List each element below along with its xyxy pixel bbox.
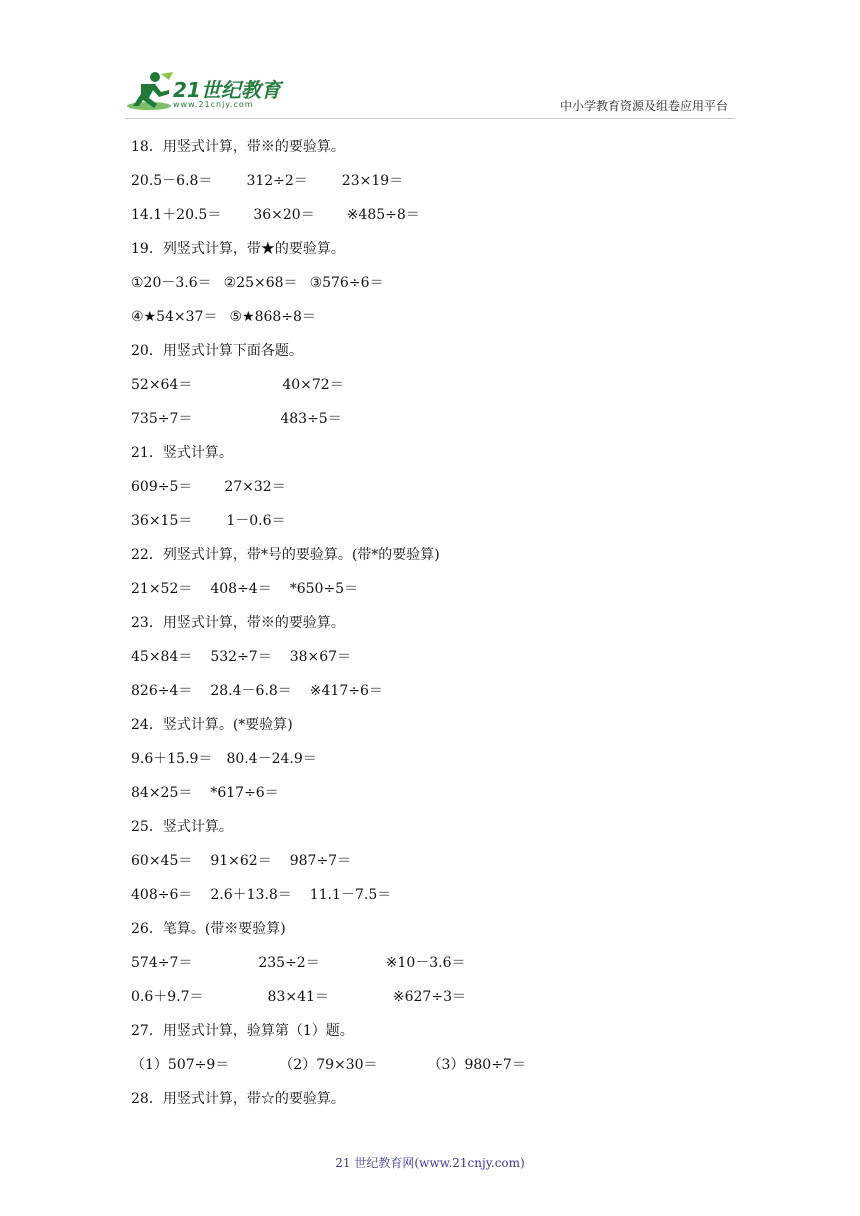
logo-url: www.21cnjy.com (173, 100, 254, 109)
calculation-problem: 52×64＝ (131, 377, 193, 393)
problem-row (131, 851, 751, 885)
problem-row (131, 375, 751, 409)
calculation-problem: 45×84＝ (131, 649, 193, 665)
calculation-problem: 408÷4＝ (210, 581, 272, 597)
calculation-problem: *650÷5＝ (289, 581, 359, 597)
calculation-problem: 28.4－6.8＝ (210, 683, 292, 699)
calculation-problem: 408÷6＝ (131, 887, 193, 903)
calculation-problem: 83×41＝ (267, 989, 329, 1005)
calculation-problem: （3）980÷7＝ (427, 1057, 526, 1073)
calculation-problem: ※485÷8＝ (346, 207, 420, 223)
calculation-problem: 609÷5＝ (131, 479, 193, 495)
calculation-problem: 574÷7＝ (131, 955, 193, 971)
problem-row (131, 749, 751, 783)
calculation-problem: ②25×68＝ (223, 275, 298, 291)
problem-row (131, 477, 751, 511)
site-logo (125, 70, 295, 114)
question-heading: 18．用竖式计算，带※的要验算。 (131, 139, 345, 155)
calculation-problem: 27×32＝ (224, 479, 286, 495)
calculation-problem: 2.6＋13.8＝ (210, 887, 292, 903)
calculation-problem: 9.6＋15.9＝ (131, 751, 213, 767)
problem-row (131, 783, 751, 817)
calculation-problem: 11.1－7.5＝ (309, 887, 392, 903)
question-heading: 21．竖式计算。 (131, 445, 233, 461)
calculation-problem: ※10－3.6＝ (385, 955, 466, 971)
question-heading: 20．用竖式计算下面各题。 (131, 343, 303, 359)
question-heading: 22．列竖式计算，带*号的要验算。(带*的要验算) (131, 547, 440, 563)
calculation-problem: 1－0.6＝ (226, 513, 286, 529)
calculation-problem: 91×62＝ (210, 853, 272, 869)
header-divider (125, 118, 735, 119)
calculation-problem: 0.6＋9.7＝ (131, 989, 204, 1005)
calculation-problem: 483÷5＝ (280, 411, 342, 427)
calculation-problem: 826÷4＝ (131, 683, 193, 699)
problem-row (131, 953, 751, 987)
problem-row (131, 511, 751, 545)
calculation-problem: 60×45＝ (131, 853, 193, 869)
problem-row (131, 205, 751, 239)
calculation-problem: ※627÷3＝ (392, 989, 466, 1005)
calculation-problem: 40×72＝ (282, 377, 344, 393)
calculation-problem: ④★54×37＝ (131, 309, 218, 325)
calculation-problem: 84×25＝ (131, 785, 193, 801)
problem-row (131, 579, 751, 613)
calculation-problem: ⑤★868÷8＝ (229, 309, 316, 325)
question-heading: 19．列竖式计算，带★的要验算。 (131, 241, 345, 257)
problem-row (131, 647, 751, 681)
question-heading: 25．竖式计算。 (131, 819, 233, 835)
question-heading: 23．用竖式计算，带※的要验算。 (131, 615, 345, 631)
calculation-problem: 532÷7＝ (210, 649, 272, 665)
calculation-problem: 235÷2＝ (258, 955, 320, 971)
calculation-problem: 735÷7＝ (131, 411, 193, 427)
exercise-list (131, 137, 751, 1123)
calculation-problem: （2）79×30＝ (279, 1057, 378, 1073)
problem-row (131, 307, 751, 341)
calculation-problem: （1）507÷9＝ (131, 1057, 230, 1073)
calculation-problem: 21×52＝ (131, 581, 193, 597)
calculation-problem: *617÷6＝ (210, 785, 279, 801)
logo-title: 21世纪教育 (173, 78, 281, 102)
problem-row (131, 681, 751, 715)
problem-row (131, 409, 751, 443)
problem-row (131, 885, 751, 919)
question-heading: 24．竖式计算。(*要验算) (131, 717, 293, 733)
runner-logo-icon (125, 70, 177, 114)
calculation-problem: 36×15＝ (131, 513, 193, 529)
problem-row (131, 171, 751, 205)
calculation-problem: 14.1＋20.5＝ (131, 207, 222, 223)
calculation-problem: 987÷7＝ (289, 853, 352, 869)
calculation-problem: ③576÷6＝ (309, 275, 384, 291)
problem-row (131, 1055, 751, 1089)
platform-name: 中小学教育资源及组卷应用平台 (559, 99, 728, 113)
problem-row (131, 273, 751, 307)
page-footer: 21 世纪教育网(www.21cnjy.com) (335, 1156, 525, 1170)
page-header (0, 0, 860, 120)
question-heading: 27．用竖式计算，验算第（1）题。 (131, 1023, 354, 1039)
calculation-problem: 80.4－24.9＝ (226, 751, 317, 767)
calculation-problem: ※417÷6＝ (309, 683, 383, 699)
question-heading: 26．笔算。(带※要验算) (131, 921, 286, 937)
calculation-problem: 20.5－6.8＝ (131, 173, 213, 189)
problem-row (131, 987, 751, 1021)
calculation-problem: 23×19＝ (341, 173, 404, 189)
calculation-problem: 38×67＝ (289, 649, 352, 665)
calculation-problem: 312÷2＝ (246, 173, 308, 189)
calculation-problem: 36×20＝ (253, 207, 315, 223)
calculation-problem: ①20－3.6＝ (131, 275, 212, 291)
question-heading: 28．用竖式计算，带☆的要验算。 (131, 1091, 345, 1107)
